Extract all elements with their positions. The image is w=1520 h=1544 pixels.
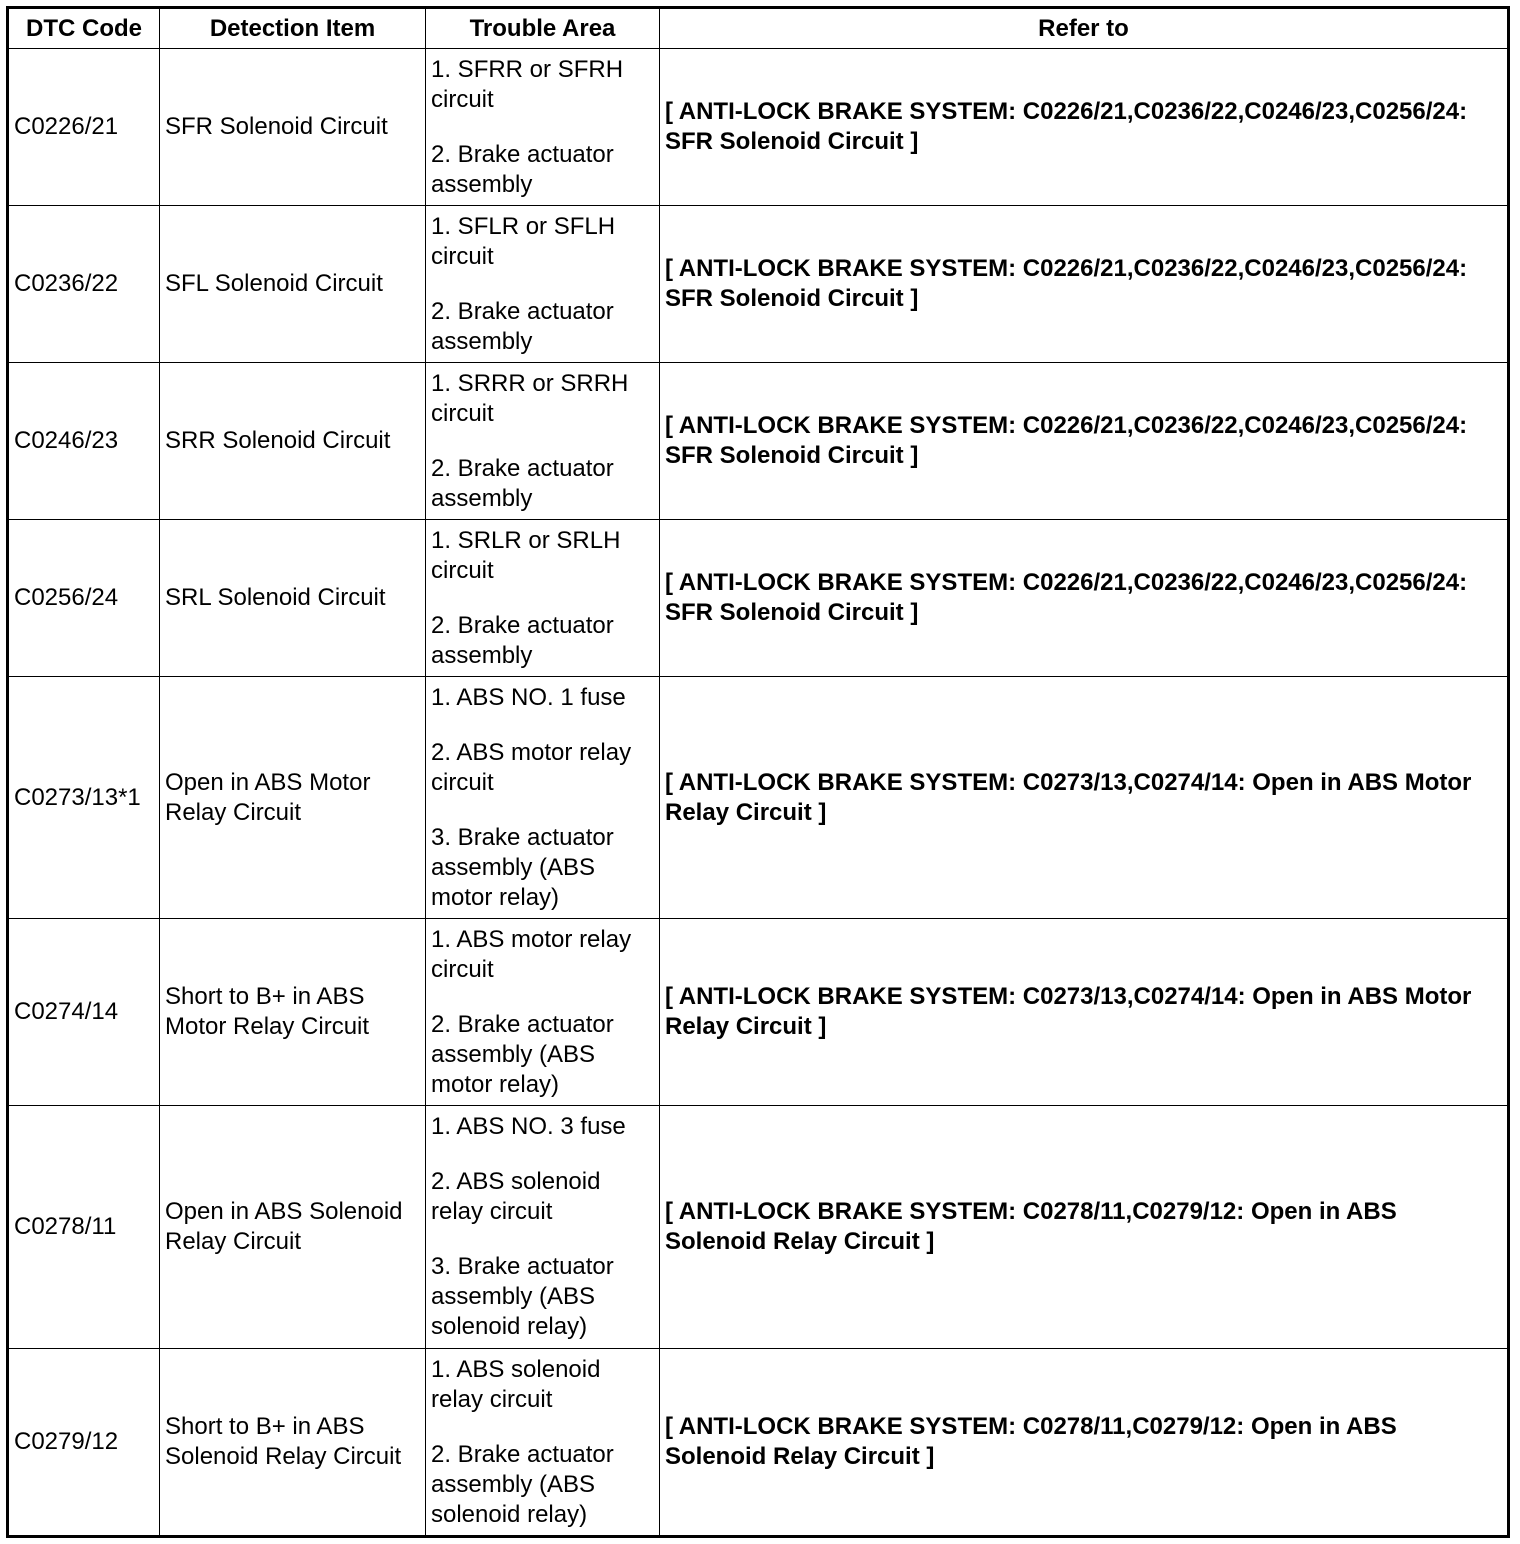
trouble-area-item: 2. Brake actuator assembly (431, 454, 614, 512)
dtc-code-cell: C0246/23 (8, 363, 160, 520)
dtc-code-cell: C0274/14 (8, 919, 160, 1106)
trouble-area-item: 2. ABS motor relay circuit (431, 738, 632, 796)
detection-item-cell: SRR Solenoid Circuit (160, 363, 426, 520)
refer-to-cell: [ ANTI-LOCK BRAKE SYSTEM: C0226/21,C0236/22,C0246/23,C0256/24: SFR Solenoid Circuit ] (660, 520, 1509, 677)
detection-item-cell: Short to B+ in ABS Solenoid Relay Circuit (160, 1349, 426, 1537)
refer-to-cell: [ ANTI-LOCK BRAKE SYSTEM: C0226/21,C0236/22,C0246/23,C0256/24: SFR Solenoid Circuit ] (660, 206, 1509, 363)
dtc-code-cell: C0279/12 (8, 1349, 160, 1537)
table-row (8, 520, 1509, 677)
trouble-area-cell (426, 49, 660, 206)
trouble-area-item: 1. ABS NO. 1 fuse (431, 683, 626, 711)
trouble-area-item: 3. Brake actuator assembly (ABS solenoid relay) (431, 1253, 614, 1340)
trouble-area-item: 2. Brake actuator assembly (431, 140, 614, 198)
trouble-area-item: 2. ABS solenoid relay circuit (431, 1168, 601, 1225)
refer-to-cell: [ ANTI-LOCK BRAKE SYSTEM: C0278/11,C0279/12: Open in ABS Solenoid Relay Circuit ] (660, 1106, 1509, 1349)
header-detection-item: Detection Item (160, 8, 426, 49)
trouble-area-item: 1. ABS NO. 3 fuse (431, 1113, 626, 1140)
trouble-area-cell (426, 206, 660, 363)
table-row (8, 1106, 1509, 1349)
trouble-area-item: 2. Brake actuator assembly (431, 611, 614, 669)
trouble-area-cell (426, 1349, 660, 1537)
trouble-area-item: 2. Brake actuator assembly (ABS motor relay) (431, 1010, 614, 1098)
trouble-area-item: 1. ABS solenoid relay circuit (431, 1355, 601, 1413)
trouble-area-item: 1. ABS motor relay circuit (431, 925, 632, 983)
trouble-area-item: 2. Brake actuator assembly (431, 297, 614, 355)
dtc-code-cell: C0278/11 (8, 1106, 160, 1349)
refer-to-cell: [ ANTI-LOCK BRAKE SYSTEM: C0273/13,C0274/14: Open in ABS Motor Relay Circuit ] (660, 677, 1509, 919)
trouble-area-item: 2. Brake actuator assembly (ABS solenoid relay) (431, 1440, 614, 1528)
refer-to-cell: [ ANTI-LOCK BRAKE SYSTEM: C0226/21,C0236/22,C0246/23,C0256/24: SFR Solenoid Circuit ] (660, 49, 1509, 206)
detection-item-cell: Open in ABS Solenoid Relay Circuit (160, 1106, 426, 1349)
trouble-area-item: 3. Brake actuator assembly (ABS motor relay) (431, 823, 614, 911)
trouble-area-cell (426, 520, 660, 677)
detection-item-cell: Open in ABS Motor Relay Circuit (160, 677, 426, 919)
refer-to-cell: [ ANTI-LOCK BRAKE SYSTEM: C0273/13,C0274/14: Open in ABS Motor Relay Circuit ] (660, 919, 1509, 1106)
trouble-area-item: 1. SRRR or SRRH circuit (431, 369, 629, 427)
table-row (8, 919, 1509, 1106)
trouble-area-item: 1. SFRR or SFRH circuit (431, 55, 624, 113)
refer-to-cell: [ ANTI-LOCK BRAKE SYSTEM: C0278/11,C0279/12: Open in ABS Solenoid Relay Circuit ] (660, 1349, 1509, 1537)
table-row (8, 206, 1509, 363)
trouble-area-item: 1. SFLR or SFLH circuit (431, 212, 616, 270)
table-row (8, 677, 1509, 919)
header-trouble-area: Trouble Area (426, 8, 660, 49)
dtc-code-cell: C0256/24 (8, 520, 160, 677)
header-refer-to: Refer to (660, 8, 1509, 49)
trouble-area-cell (426, 919, 660, 1106)
detection-item-cell: SFR Solenoid Circuit (160, 49, 426, 206)
dtc-code-cell: C0273/13*1 (8, 677, 160, 919)
detection-item-cell: SFL Solenoid Circuit (160, 206, 426, 363)
trouble-area-cell (426, 677, 660, 919)
table-row (8, 1349, 1509, 1537)
refer-to-cell: [ ANTI-LOCK BRAKE SYSTEM: C0226/21,C0236/22,C0246/23,C0256/24: SFR Solenoid Circuit ] (660, 363, 1509, 520)
dtc-code-cell: C0226/21 (8, 49, 160, 206)
table-header-row (8, 8, 1509, 49)
detection-item-cell: Short to B+ in ABS Motor Relay Circuit (160, 919, 426, 1106)
table-row (8, 363, 1509, 520)
table-row (8, 49, 1509, 206)
trouble-area-cell (426, 1106, 660, 1349)
detection-item-cell: SRL Solenoid Circuit (160, 520, 426, 677)
trouble-area-item: 1. SRLR or SRLH circuit (431, 526, 621, 584)
dtc-code-cell: C0236/22 (8, 206, 160, 363)
header-dtc-code: DTC Code (8, 8, 160, 49)
trouble-area-cell (426, 363, 660, 520)
dtc-table (6, 6, 1510, 1538)
